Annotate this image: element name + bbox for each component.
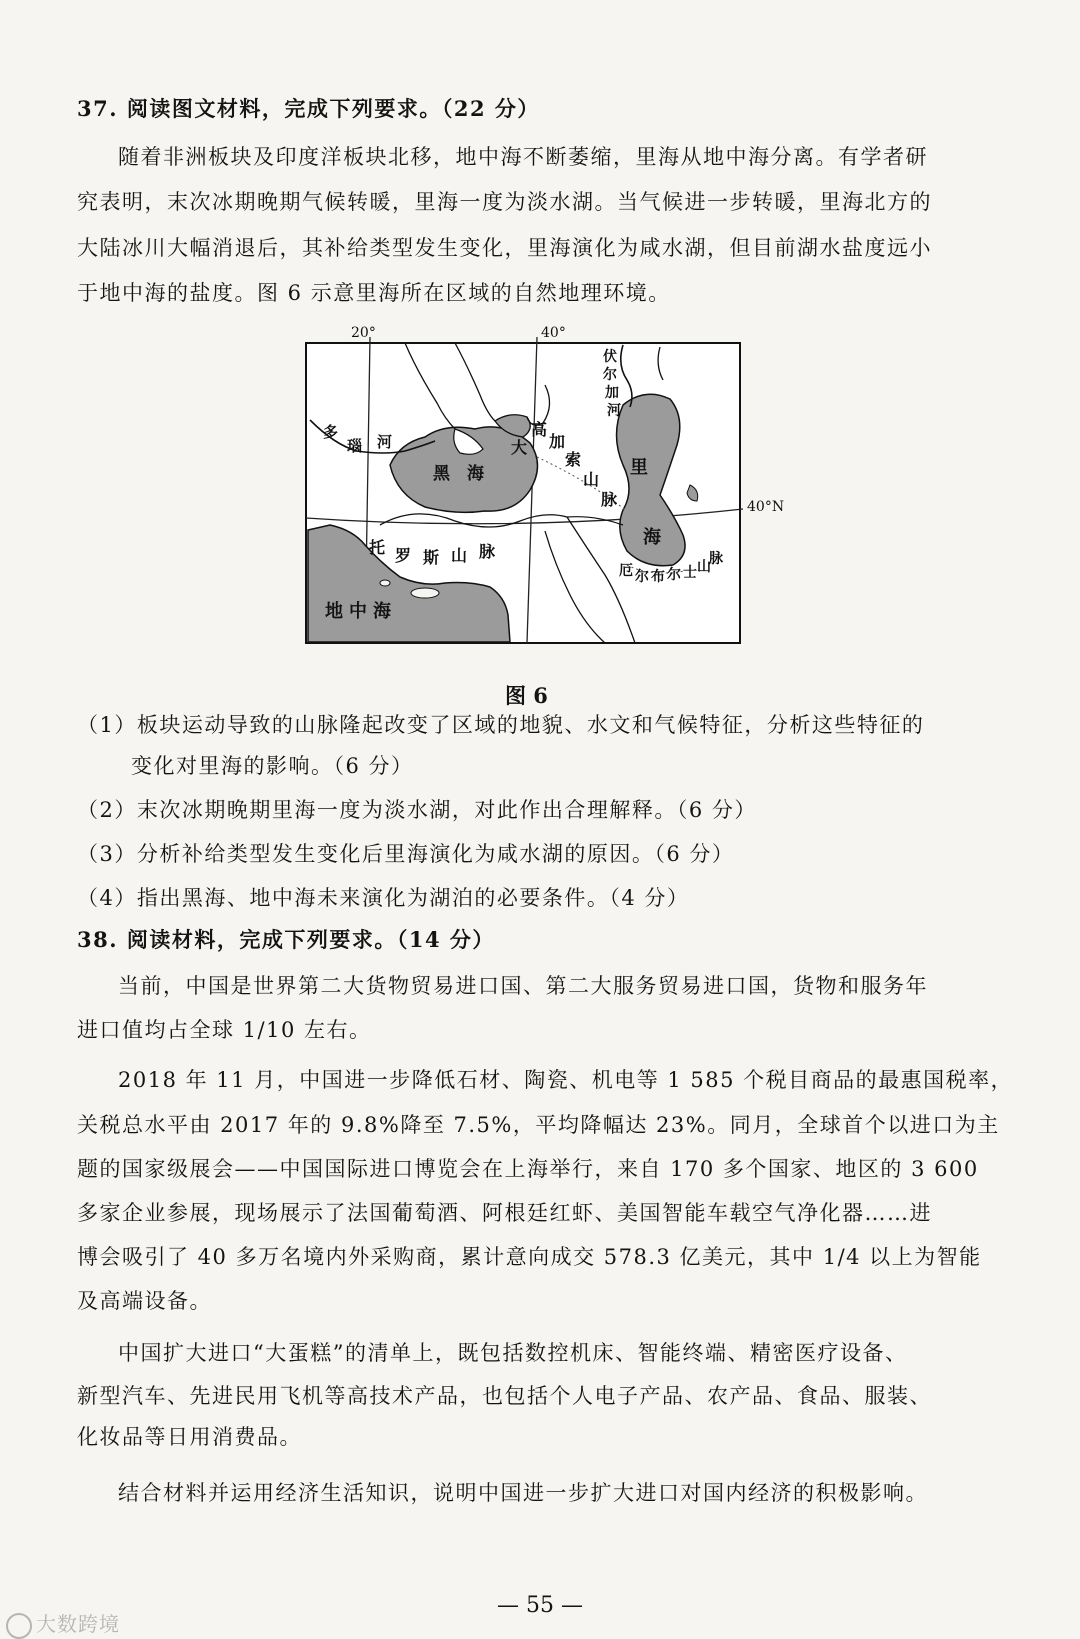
map-label-black-sea: 海	[467, 464, 484, 484]
q38-heading: 38. 阅读材料，完成下列要求。（14 分）	[77, 927, 495, 952]
map-label-elburz: 士	[683, 565, 697, 581]
map-label-caspian: 里	[630, 457, 648, 478]
map-label-elburz: 布	[651, 569, 665, 585]
q38-para-line: 博会吸引了 40 多万名境内外采购商，累计意向成交 578.3 亿美元，其中 1/4 以上为智能	[77, 1245, 982, 1269]
island	[380, 580, 390, 586]
lon-label-40: 40°	[541, 325, 566, 341]
map-svg	[305, 325, 785, 655]
q37-heading: 37. 阅读图文材料，完成下列要求。（22 分）	[77, 96, 540, 121]
map-label-elburz: 厄	[619, 563, 633, 579]
q38-para-line: 进口值均占全球 1/10 左右。	[77, 1018, 372, 1042]
q37-para-line: 随着非洲板块及印度洋板块北移，地中海不断萎缩，里海从地中海分离。有学者研	[118, 145, 928, 169]
q38-para-line: 多家企业参展，现场展示了法国葡萄酒、阿根廷红虾、美国智能车载空气净化器……进	[77, 1201, 932, 1225]
q38-para-line: 关税总水平由 2017 年的 9.8%降至 7.5%，平均降幅达 23%。同月，全球首个以进口为主	[77, 1113, 1000, 1137]
q38-para-line: 2018 年 11 月，中国进一步降低石材、陶瓷、机电等 1 585 个税目商品的最惠国税率，	[118, 1068, 1014, 1092]
map-label-mediterranean: 地	[325, 601, 343, 622]
map-label-taurus: 托	[369, 538, 386, 557]
map-label-elburz: 山	[697, 559, 711, 575]
map-label-volga: 尔	[603, 367, 617, 383]
q38-para-line: 化妆品等日用消费品。	[77, 1425, 302, 1449]
map-label-taurus: 罗	[395, 546, 412, 565]
q37-subquestion: （3）分析补给类型发生变化后里海演化为咸水湖的原因。（6 分）	[77, 842, 735, 866]
watermark-text: 大数跨境	[36, 1612, 120, 1636]
map-label-caucasus: 大	[511, 438, 528, 457]
map-label-taurus: 斯	[423, 548, 440, 567]
page-number: — 55 —	[497, 1593, 583, 1618]
watermark	[6, 1608, 120, 1639]
figure-caption: 图 6	[505, 683, 548, 708]
map-label-caucasus: 脉	[601, 490, 618, 509]
q37-subquestion: （1）板块运动导致的山脉隆起改变了区域的地貌、水文和气候特征，分析这些特征的	[77, 713, 925, 737]
map-label-elburz: 尔	[635, 569, 649, 585]
q37-subquestion: 变化对里海的影响。（6 分）	[131, 754, 414, 778]
q37-subquestion: （2）末次冰期晚期里海一度为淡水湖，对此作出合理解释。（6 分）	[77, 798, 757, 822]
q38-para-line: 中国扩大进口“大蛋糕”的清单上，既包括数控机床、智能终端、精密医疗设备、	[118, 1341, 908, 1365]
map-label-danube: 多	[323, 423, 339, 441]
map-label-caucasus: 加	[549, 432, 566, 451]
lat-label-40n: 40°N	[747, 499, 785, 515]
q37-subquestion: （4）指出黑海、地中海未来演化为湖泊的必要条件。（4 分）	[77, 886, 690, 910]
q37-para-line: 于地中海的盐度。图 6 示意里海所在区域的自然地理环境。	[77, 281, 671, 305]
map-label-caucasus: 山	[583, 470, 600, 489]
map-label-mediterranean: 海	[373, 601, 391, 622]
map-label-taurus: 脉	[479, 542, 496, 561]
q38-para-line: 题的国家级展会——中国国际进口博览会在上海举行，来自 170 多个国家、地区的 3 600	[77, 1157, 979, 1181]
q38-para-line: 当前，中国是世界第二大货物贸易进口国、第二大服务贸易进口国，货物和服务年	[118, 974, 928, 998]
watermark-logo-icon	[6, 1613, 32, 1639]
map-label-danube: 瑙	[347, 437, 363, 455]
lon-label-20: 20°	[351, 325, 376, 341]
map-label-taurus: 山	[451, 546, 468, 565]
map-label-caspian: 海	[643, 527, 661, 548]
map-label-mediterranean: 中	[349, 601, 367, 622]
island	[411, 588, 439, 598]
q37-para-line: 究表明，末次冰期晚期气候转暖，里海一度为淡水湖。当气候进一步转暖，里海北方的	[77, 190, 932, 214]
q38-para-line: 及高端设备。	[77, 1289, 212, 1313]
q37-para-line: 大陆冰川大幅消退后，其补给类型发生变化，里海演化为咸水湖，但目前湖水盐度远小	[77, 236, 932, 260]
map-label-elburz: 脉	[709, 551, 723, 567]
map-label-danube: 河	[377, 433, 393, 451]
map-label-volga: 河	[607, 403, 621, 419]
map-label-black-sea: 黑	[433, 464, 450, 484]
map-figure	[305, 325, 785, 655]
map-label-caucasus: 高	[531, 420, 548, 439]
map-label-elburz: 尔	[667, 567, 681, 583]
map-label-volga: 伏	[603, 349, 617, 365]
q38-para-line: 新型汽车、先进民用飞机等高技术产品，也包括个人电子产品、农产品、食品、服装、	[77, 1384, 932, 1408]
map-label-volga: 加	[605, 385, 619, 401]
q38-task: 结合材料并运用经济生活知识，说明中国进一步扩大进口对国内经济的积极影响。	[118, 1481, 928, 1505]
map-label-caucasus: 索	[565, 450, 582, 469]
